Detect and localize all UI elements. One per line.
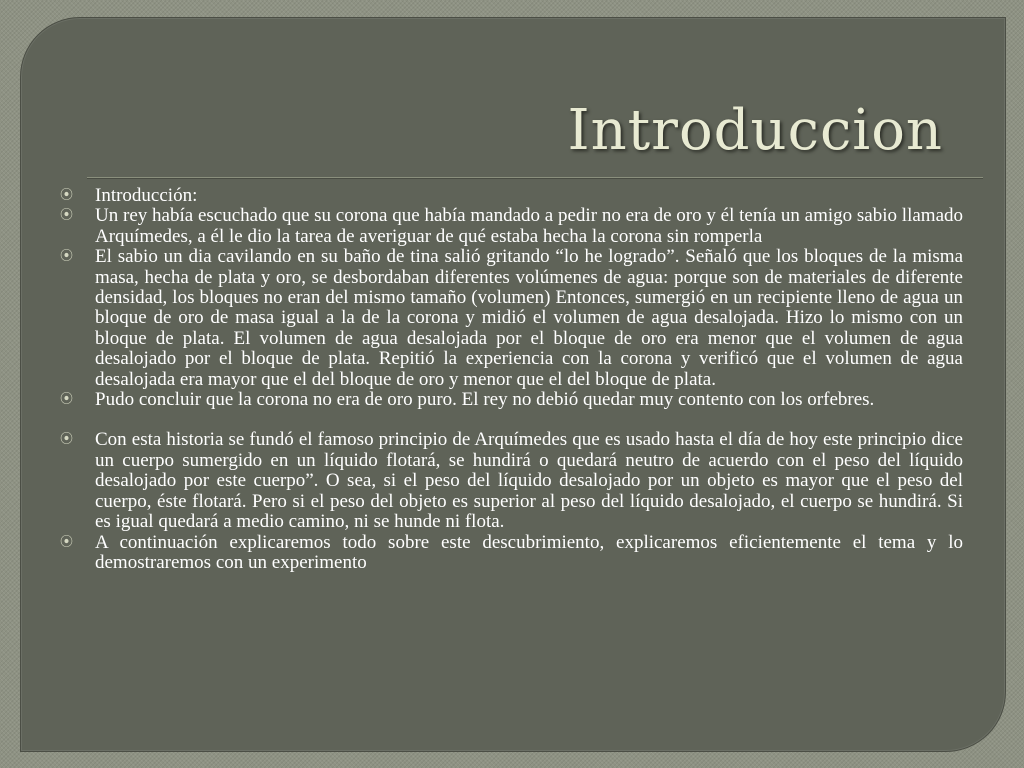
title-divider xyxy=(87,177,983,179)
bullet-text: Introducción: xyxy=(95,185,198,206)
bullet-item-king-story xyxy=(60,206,963,247)
bullet-spacer xyxy=(60,410,963,430)
bullet-item-next-steps xyxy=(60,533,963,574)
bullet-text: Un rey había escuchado que su corona que había mandado a pedir no era de oro y él tenía un amigo sabio llamado Arquímedes, a él le dio la tarea de averiguar de qué estaba hecha la corona sin romperla xyxy=(95,205,963,247)
bullet-text: A continuación explicaremos todo sobre este descubrimiento, explicaremos eficientemente el tema y lo demostraremos con un experimento xyxy=(95,531,963,573)
bullet-icon: ⦿ xyxy=(60,432,74,448)
bullet-item-conclusion xyxy=(60,390,963,410)
bullet-item-intro-heading xyxy=(60,186,963,206)
bullet-icon: ⦿ xyxy=(60,534,74,550)
bullet-text: El sabio un dia cavilando en su baño de tina salió gritando “lo he logrado”. Señaló que los bloques de la misma masa, hecha de plata y oro, se desbordaban diferentes volúmenes de agua: porque son de materiales de diferente densidad, los bloques no eran del mismo tamaño (volumen) Entonces, sumergió en un recipiente lleno de agua un bloque de oro de masa igual a la de la corona y midió el volumen de agua desalojada. Hizo lo mismo con un bloque de plata. El volumen de agua desalojada por el bloque de oro era menor que el volumen de agua desalojado por el bloque de plata. Repitió la experiencia con la corona y verificó que el volumen de agua desalojada era mayor que el del bloque de oro y menor que el del bloque de plata. xyxy=(95,246,963,390)
bullet-text: Pudo concluir que la corona no era de oro puro. El rey no debió quedar muy contento con los orfebres. xyxy=(95,389,875,411)
bullet-icon: ⦿ xyxy=(60,392,74,408)
bullet-icon: ⦿ xyxy=(60,249,74,265)
bullet-icon: ⦿ xyxy=(60,188,74,203)
bullet-icon: ⦿ xyxy=(60,208,74,224)
slide-title: Introduccion xyxy=(567,98,943,163)
bullet-list xyxy=(60,186,963,573)
bullet-text: Con esta historia se fundó el famoso principio de Arquímedes que es usado hasta el día de hoy este principio dice un cuerpo sumergido en un líquido flotará, se hundirá o quedará neutro de acuerdo con el peso del líquido desalojado por este cuerpo”. O sea, si el peso del líquido desalojado por un objeto es mayor que el peso del cuerpo, éste flotará. Pero si el peso del objeto es superior al peso del líquido desalojado, el cuerpo se hundirá. Si es igual quedará a medio camino, ni se hunde ni flota. xyxy=(95,429,963,533)
bullet-item-experiment xyxy=(60,247,963,390)
bullet-item-principle xyxy=(60,430,963,532)
